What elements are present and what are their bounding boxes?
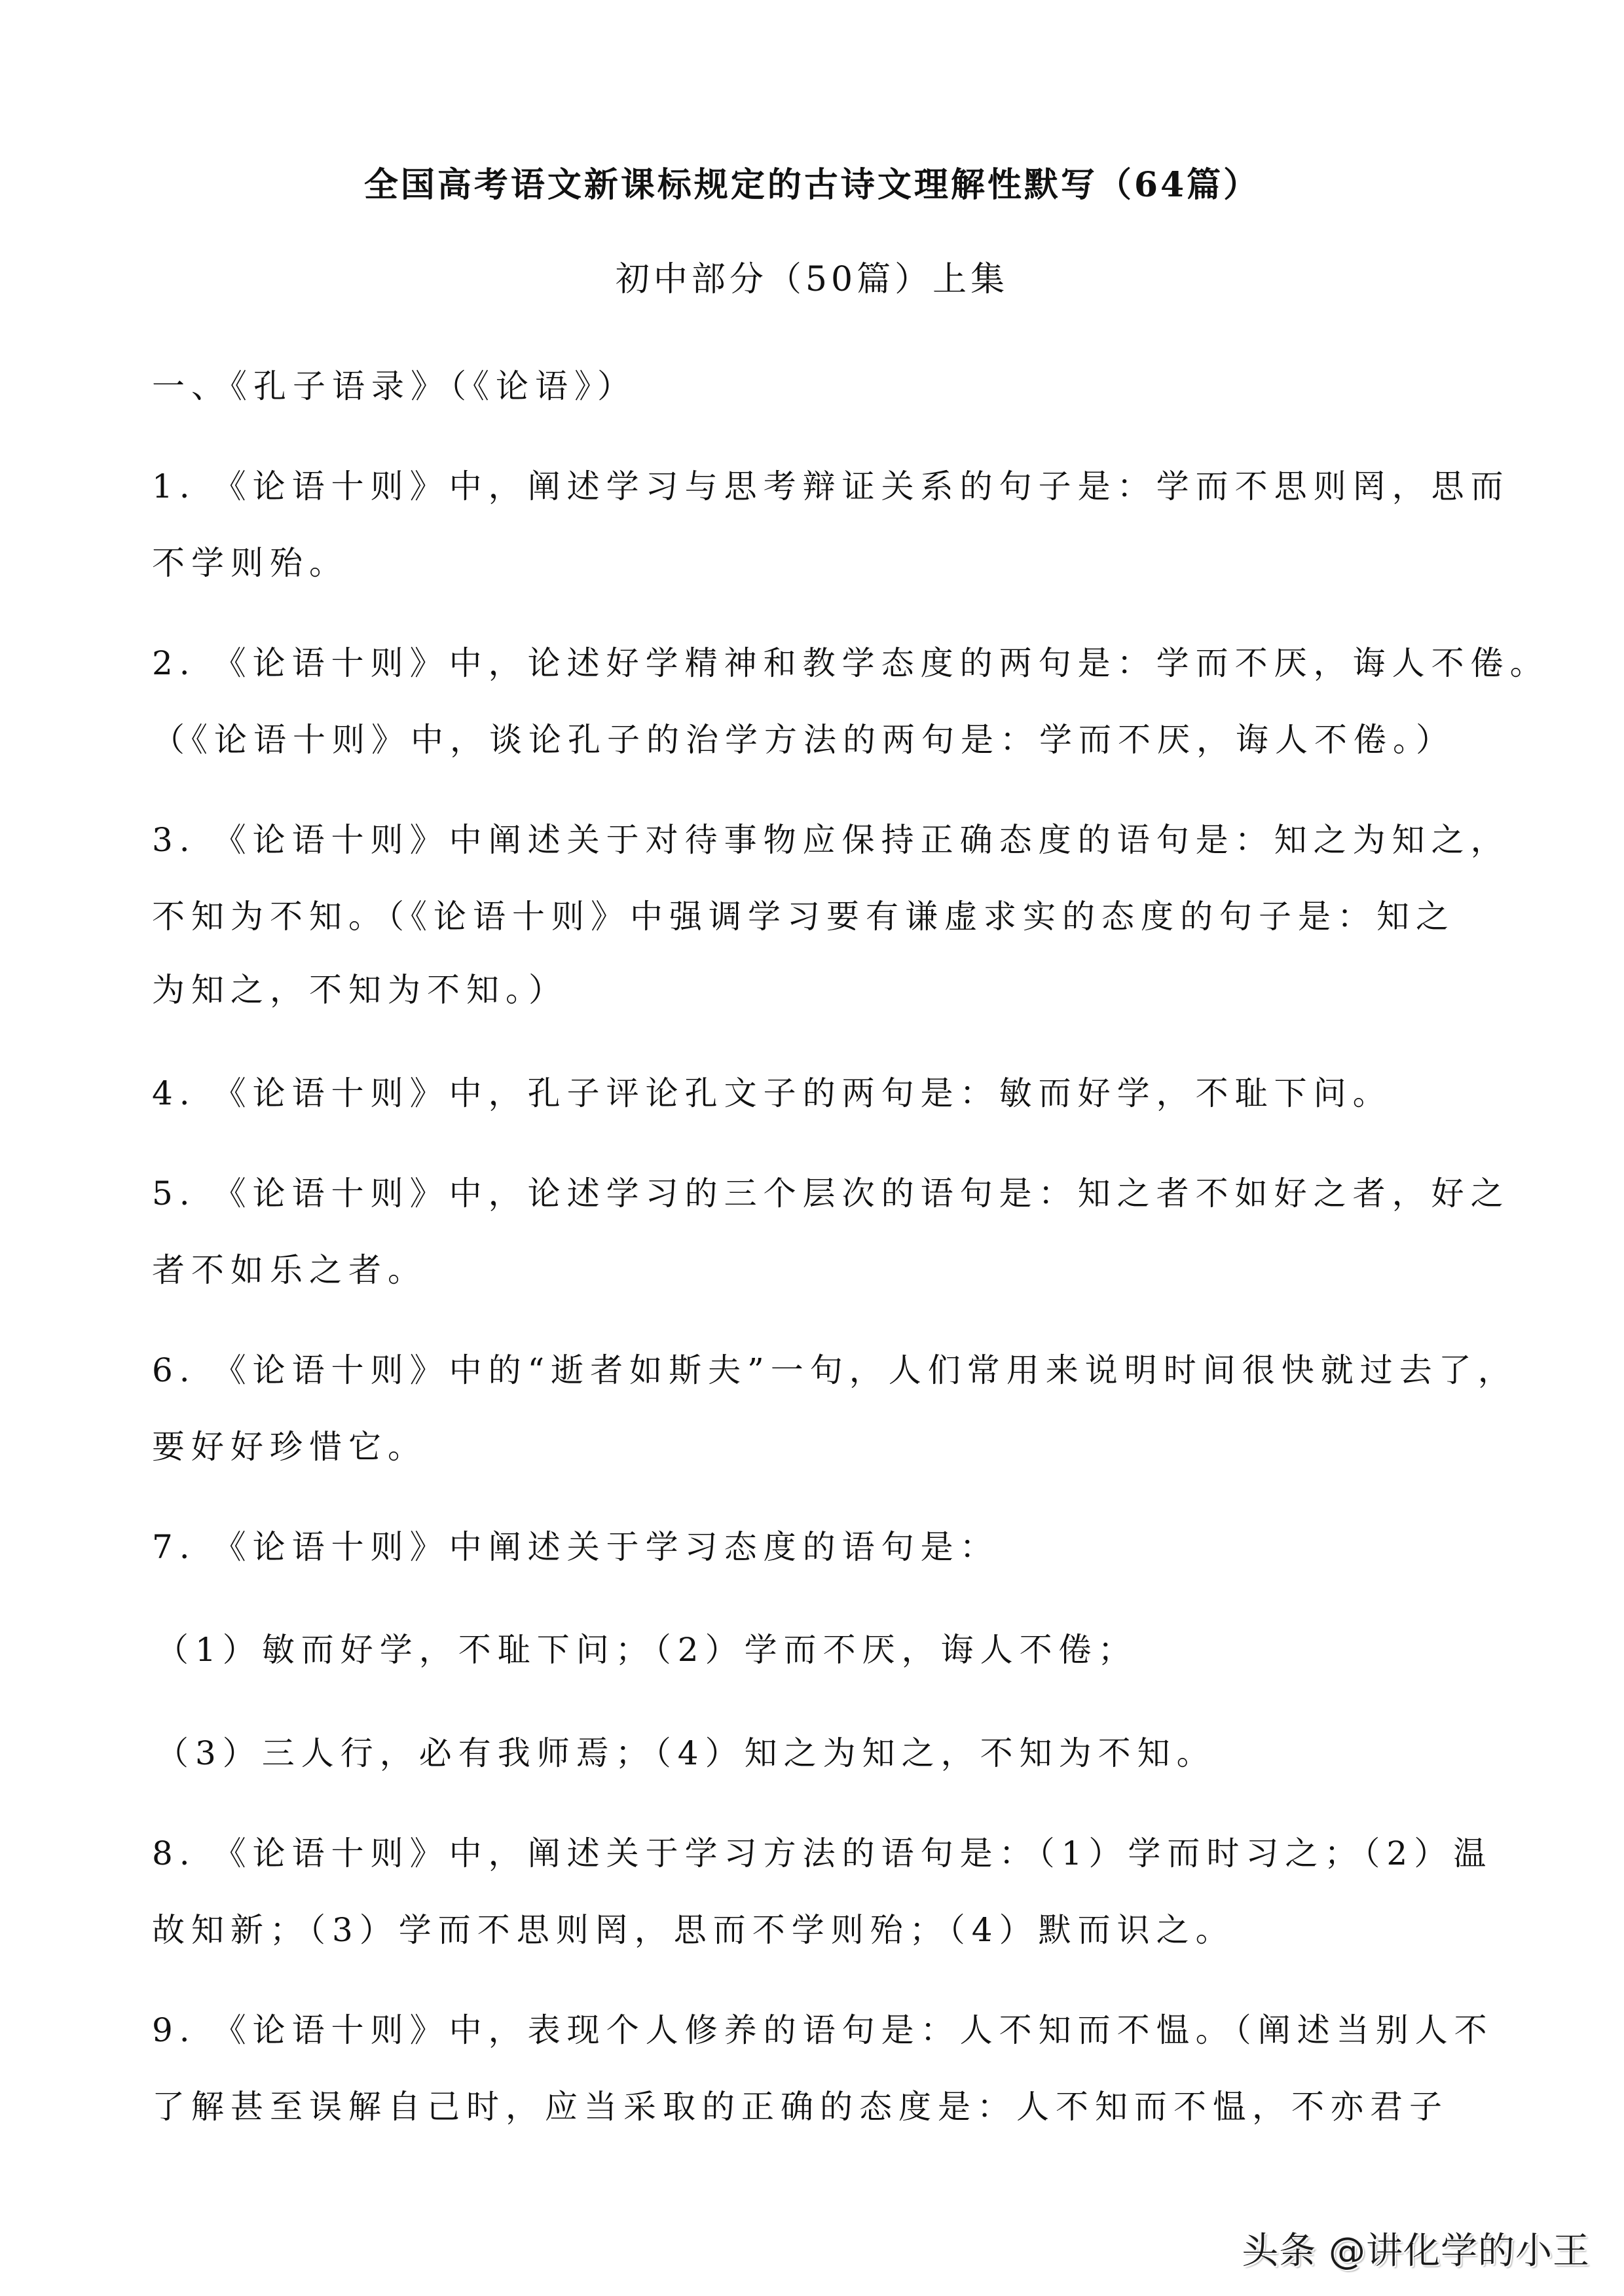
document-title: 全国高考语文新课标规定的古诗文理解性默写（64篇） (363, 165, 1261, 205)
item-7-sub-3-4: （3）三人行，必有我师焉；（4）知之为知之，不知为不知。 (156, 1734, 1216, 1772)
item-3-line-1: 3. 《论语十则》中阐述关于对待事物应保持正确态度的语句是：知之为知之， (152, 821, 1510, 859)
section-heading: 一、《孔子语录》（《论语》） (152, 367, 637, 405)
item-5-line-1: 5. 《论语十则》中，论述学习的三个层次的语句是：知之者不如好之者，好之 (152, 1175, 1510, 1212)
item-8-line-2: 故知新；（3）学而不思则罔，思而不学则殆；（4）默而识之。 (152, 1911, 1235, 1949)
item-9-line-2: 了解甚至误解自己时，应当采取的正确的态度是：人不知而不愠，不亦君子 (152, 2088, 1449, 2126)
item-7-line-1: 7. 《论语十则》中阐述关于学习态度的语句是： (152, 1528, 999, 1566)
item-6-line-1: 6. 《论语十则》中的“逝者如斯夫”一句，人们常用来说明时间很快就过去了， (152, 1351, 1517, 1389)
item-4-line-1: 4. 《论语十则》中，孔子评论孔文子的两句是：敏而好学，不耻下问。 (152, 1074, 1392, 1112)
item-3-line-2: 不知为不知。（《论语十则》中强调学习要有谦虚求实的态度的句子是：知之 (152, 898, 1455, 936)
item-7-sub-1-2: （1）敏而好学，不耻下问；（2）学而不厌，诲人不倦； (156, 1631, 1137, 1669)
item-9-line-1: 9. 《论语十则》中，表现个人修养的语句是：人不知而不愠。（阐述当别人不 (152, 2011, 1494, 2049)
item-2-line-2: （《论语十则》中，谈论孔子的治学方法的两句是：学而不厌，诲人不倦。） (152, 721, 1455, 759)
item-1-line-1: 1. 《论语十则》中，阐述学习与思考辩证关系的句子是：学而不思则罔，思而 (152, 467, 1510, 505)
item-3-line-3: 为知之，不知为不知。） (152, 971, 568, 1009)
document-subtitle: 初中部分（50篇）上集 (615, 260, 1009, 299)
item-6-line-2: 要好好珍惜它。 (152, 1428, 427, 1466)
watermark: 头条 @讲化学的小王 (1242, 2230, 1590, 2272)
item-5-line-2: 者不如乐之者。 (152, 1251, 427, 1289)
item-1-line-2: 不学则殆。 (152, 544, 348, 582)
item-8-line-1: 8. 《论语十则》中，阐述关于学习方法的语句是：（1）学而时习之；（2）温 (152, 1834, 1493, 1872)
item-2-line-1: 2. 《论语十则》中，论述好学精神和教学态度的两句是：学而不厌，诲人不倦。 (152, 644, 1549, 682)
